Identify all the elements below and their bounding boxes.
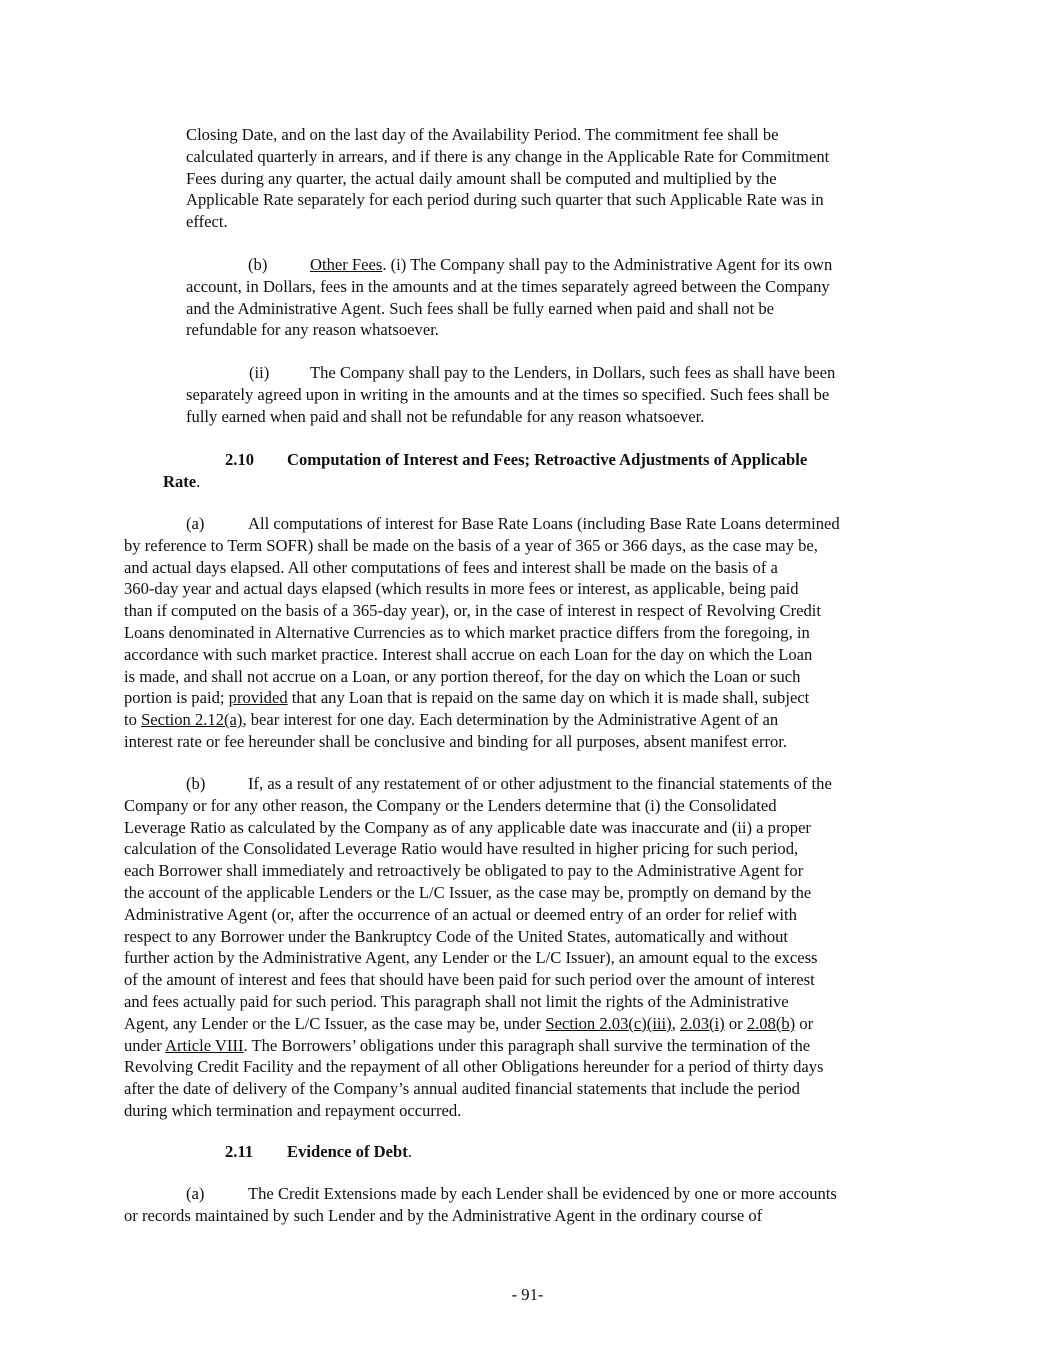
section-title: Computation of Interest and Fees; Retroactive Adjustments of Applicable: [287, 450, 808, 469]
text-fragment: The Credit Extensions made by each Lender shall be evidenced by one or more accounts: [248, 1184, 837, 1203]
text-line: [124, 773, 832, 795]
paragraph-commitment-fee-continuation: [186, 124, 829, 233]
text-line: 360-day year and actual days elapsed (which results in more fees or interest, as applicable, being paid: [124, 579, 799, 599]
paragraph-interest-computation: [124, 513, 840, 753]
text-line: or records maintained by such Lender and by the Administrative Agent in the ordinary course of: [124, 1205, 763, 1225]
text-fragment: to: [124, 710, 142, 730]
term-provided: provided: [228, 688, 288, 708]
text-fragment: or: [724, 1013, 747, 1033]
text-line: calculation of the Consolidated Leverage Ratio would have resulted in higher pricing for such period,: [124, 839, 799, 859]
text-line: is made, and shall not accrue on a Loan, or any portion thereof, for the day on which the Loan or such: [124, 666, 801, 686]
text-fragment: under: [124, 1035, 166, 1055]
text-fragment: All computations of interest for Base Rate Loans (including Base Rate Loans determined: [248, 514, 840, 533]
text-line: Company or for any other reason, the Company or the Lenders determine that (i) the Consolidated: [124, 795, 777, 815]
paragraph-retroactive-adjustments: [124, 773, 832, 1122]
text-fragment: or: [795, 1013, 814, 1033]
cross-reference: Article VIII: [165, 1035, 244, 1055]
text-line: and fees actually paid for such period. This paragraph shall not limit the rights of the Administrative: [124, 991, 789, 1011]
text-fragment: . The Borrowers’ obligations under this paragraph shall survive the termination of the: [243, 1035, 811, 1055]
heading-line: [163, 449, 807, 471]
heading-period: .: [196, 471, 201, 491]
text-line: Fees during any quarter, the actual daily amount shall be computed and multiplied by the: [186, 168, 777, 188]
heading-line: [163, 1141, 412, 1163]
text-line: of the amount of interest and fees that should have been paid for such period over the amount of interest: [124, 970, 815, 990]
text-fragment: . (i) The Company shall pay to the Administrative Agent for its own: [382, 255, 833, 274]
cross-reference: Section 2.12(a): [141, 710, 243, 730]
text-line: effect.: [186, 212, 228, 232]
text-line: [186, 362, 835, 384]
text-fragment: If, as a result of any restatement of or other adjustment to the financial statements of the: [248, 774, 832, 793]
text-line: [124, 687, 840, 709]
section-heading-2-10: [163, 449, 807, 493]
heading-period: .: [407, 1142, 412, 1161]
clause-marker: (a): [186, 1184, 205, 1203]
clause-marker: (b): [186, 774, 206, 793]
text-line: calculated quarterly in arrears, and if there is any change in the Applicable Rate for Commitment: [186, 146, 830, 166]
cross-reference: Section 2.03(c)(iii): [545, 1013, 672, 1033]
text-line: after the date of delivery of the Company’s annual audited financial statements that include the period: [124, 1079, 800, 1099]
text-line: refundable for any reason whatsoever.: [186, 320, 439, 340]
text-line: fully earned when paid and shall not be refundable for any reason whatsoever.: [186, 406, 705, 426]
text-line: accordance with such market practice. Interest shall accrue on each Loan for the day on which the Loan: [124, 644, 813, 664]
text-line: than if computed on the basis of a 365-day year), or, in the case of interest in respect of Revolving Credit: [124, 601, 821, 621]
page-number: - 91-: [511, 1285, 544, 1304]
text-line: [124, 1183, 837, 1205]
clause-marker: (a): [186, 514, 205, 533]
cross-reference: 2.08(b): [746, 1013, 796, 1033]
paragraph-other-fees: [186, 254, 832, 341]
text-line: Leverage Ratio as calculated by the Company as of any applicable date was inaccurate and (ii) a proper: [124, 817, 811, 837]
clause-marker: (b): [248, 255, 268, 274]
text-line: Closing Date, and on the last day of the Availability Period. The commitment fee shall be: [186, 125, 779, 144]
text-fragment: The Company shall pay to the Lenders, in Dollars, such fees as shall have been: [310, 363, 836, 382]
section-number: 2.11: [225, 1142, 254, 1161]
text-line: [124, 1035, 832, 1057]
text-line: Loans denominated in Alternative Currencies as to which market practice differs from the foregoing, in: [124, 622, 810, 642]
text-line: each Borrower shall immediately and retroactively be obligated to pay to the Administrative Agent for: [124, 861, 804, 881]
text-line: respect to any Borrower under the Bankruptcy Code of the United States, automatically and without: [124, 926, 789, 946]
text-fragment: Agent, any Lender or the L/C Issuer, as the case may be, under: [124, 1013, 546, 1033]
section-title-continued: Rate: [163, 471, 197, 491]
clause-marker: (ii): [249, 363, 270, 382]
text-fragment: that any Loan that is repaid on the same day on which it is made shall, subject: [287, 688, 810, 708]
heading-line: [163, 471, 807, 493]
text-fragment: ,: [671, 1013, 680, 1033]
heading-other-fees: Other Fees: [310, 255, 383, 274]
text-fragment: , bear interest for one day. Each determination by the Administrative Agent of an: [242, 710, 779, 730]
paragraph-evidence-of-debt: [124, 1183, 837, 1227]
text-line: [186, 254, 832, 276]
text-line: Administrative Agent (or, after the occurrence of an actual or deemed entry of an order for relief with: [124, 904, 797, 924]
text-line: separately agreed upon in writing in the amounts and at the times so specified. Such fees shall be: [186, 384, 830, 404]
text-line: and the Administrative Agent. Such fees shall be fully earned when paid and shall not be: [186, 298, 775, 318]
text-fragment: portion is paid;: [124, 688, 229, 708]
text-line: account, in Dollars, fees in the amounts and at the times separately agreed between the Company: [186, 276, 830, 296]
text-line: further action by the Administrative Agent, any Lender or the L/C Issuer), an amount equal to the excess: [124, 948, 818, 968]
text-line: [124, 709, 840, 731]
section-heading-2-11: [163, 1141, 412, 1163]
text-line: interest rate or fee hereunder shall be conclusive and binding for all purposes, absent manifest error.: [124, 731, 788, 751]
text-line: during which termination and repayment occurred.: [124, 1100, 462, 1120]
text-line: Revolving Credit Facility and the repayment of all other Obligations hereunder for a period of thirty days: [124, 1057, 824, 1077]
text-line: Applicable Rate separately for each period during such quarter that such Applicable Rate was in: [186, 190, 824, 210]
section-title: Evidence of Debt: [287, 1142, 408, 1161]
text-line: [124, 513, 840, 535]
text-line: [124, 1013, 832, 1035]
section-number: 2.10: [225, 450, 255, 469]
text-line: and actual days elapsed. All other computations of fees and interest shall be made on the basis of a: [124, 557, 778, 577]
text-line: by reference to Term SOFR) shall be made on the basis of a year of 365 or 366 days, as the case may be,: [124, 535, 818, 555]
text-line: the account of the applicable Lenders or the L/C Issuer, as the case may be, promptly on demand by the: [124, 882, 812, 902]
paragraph-fees-to-lenders: [186, 362, 835, 427]
cross-reference: 2.03(i): [679, 1013, 725, 1033]
